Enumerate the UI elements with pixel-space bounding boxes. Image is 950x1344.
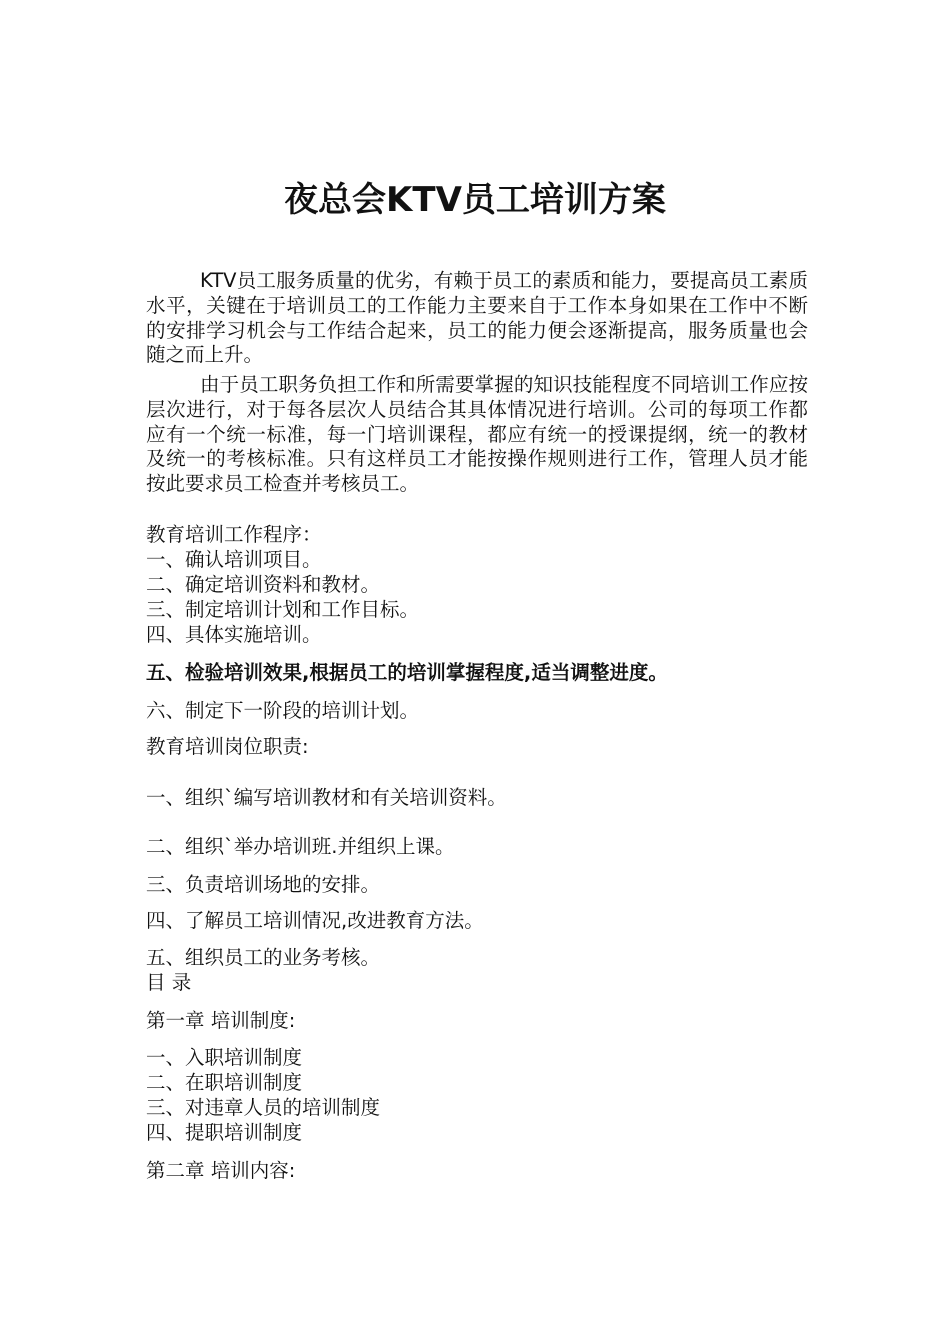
- toc-heading: 目 录: [146, 971, 192, 994]
- duties-item-3: 三、负责培训场地的安排。: [146, 873, 381, 896]
- document-title: 夜总会KTV员工培训方案: [284, 180, 666, 220]
- toc-chapter-2: 第二章 培训内容:: [146, 1159, 296, 1182]
- toc-chapter-1-item-3: 三、对违章人员的培训制度: [146, 1096, 381, 1119]
- toc-chapter-1-item-4: 四、提职培训制度: [146, 1121, 303, 1144]
- procedure-item-1: 一、确认培训项目。: [146, 548, 322, 571]
- procedure-item-2: 二、确定培训资料和教材。: [146, 573, 381, 596]
- duties-heading: 教育培训岗位职责:: [146, 735, 309, 758]
- intro-paragraph-2: 由于员工职务负担工作和所需要掌握的知识技能程度不同培训工作应按层次进行，对于每各层次人员结合其具体情况进行培训。公司的每项工作都应有一个统一标准，每一门培训课程，都应有统一的授课提纲，统一的教材及统一的考核标准。只有这样员工才能按操作规则进行工作，管理人员才能按此要求员工检查并考核员工。: [146, 373, 808, 496]
- duties-item-4: 四、了解员工培训情况,改进教育方法。: [146, 909, 484, 932]
- procedure-item-4: 四、具体实施培训。: [146, 623, 322, 646]
- duties-item-2: 二、组织`举办培训班.并组织上课。: [146, 835, 455, 858]
- duties-item-1: 一、组织`编写培训教材和有关培训资料。: [146, 786, 507, 809]
- duties-item-5: 五、组织员工的业务考核。: [146, 946, 381, 969]
- toc-chapter-1-item-1: 一、入职培训制度: [146, 1046, 303, 1069]
- procedure-item-3: 三、制定培训计划和工作目标。: [146, 598, 420, 621]
- toc-chapter-1: 第一章 培训制度:: [146, 1009, 296, 1032]
- procedure-item-6: 六、制定下一阶段的培训计划。: [146, 699, 420, 722]
- procedure-heading: 教育培训工作程序：: [146, 523, 322, 546]
- procedure-item-5: 五、检验培训效果,根据员工的培训掌握程度,适当调整进度。: [146, 661, 668, 684]
- intro-paragraph-1: KTV员工服务质量的优劣，有赖于员工的素质和能力，要提高员工素质水平，关键在于培训员工的工作能力主要来自于工作本身如果在工作中不断的安排学习机会与工作结合起来，员工的能力便会逐渐提高，服务质量也会随之而上升。: [146, 269, 808, 367]
- toc-chapter-1-item-2: 二、在职培训制度: [146, 1071, 303, 1094]
